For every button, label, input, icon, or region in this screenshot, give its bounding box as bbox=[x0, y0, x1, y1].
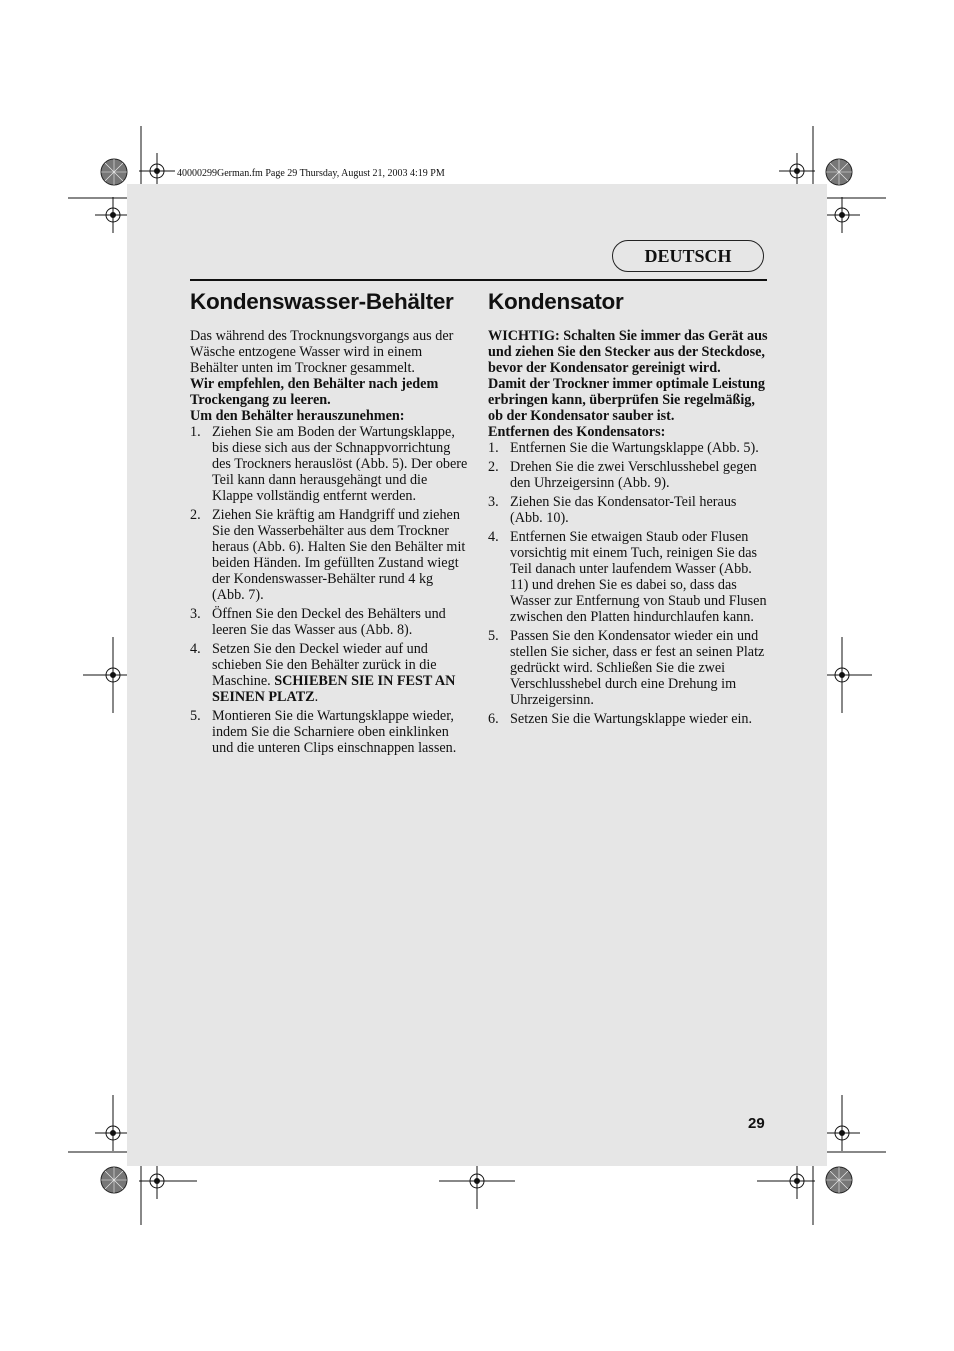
list-item: 1. Entfernen Sie die Wartungsklappe (Abb. 5). bbox=[488, 440, 759, 456]
list-item: 4. Setzen Sie den Deckel wieder auf und schieben Sie den Behälter zurück in die Maschine. SCHIEBEN SIE IN FEST AN SEINEN PLATZ. bbox=[190, 641, 456, 705]
file-info: 40000299German.fm Page 29 Thursday, August 21, 2003 4:19 PM bbox=[177, 168, 445, 179]
advice-text: Damit der Trockner immer optimale Leistung erbringen kann, überprüfen Sie regelmäßig, ob der Kondensator sauber ist. bbox=[488, 376, 766, 424]
intro-text: Das während des Trocknungsvorgangs aus der Wäsche entzogene Wasser wird in einem Behälter unten im Trockner gesammelt. bbox=[190, 328, 454, 376]
recommendation-text: Wir empfehlen, den Behälter nach jedem Trockengang zu leeren. bbox=[190, 376, 439, 408]
list-item: 2. Drehen Sie die zwei Verschlusshebel gegen den Uhrzeigersinn (Abb. 9). bbox=[488, 459, 757, 491]
subheading: Entfernen des Kondensators: bbox=[488, 424, 666, 440]
section-title: Kondensator bbox=[488, 289, 624, 314]
header-rule bbox=[190, 279, 767, 281]
list-item: 4. Entfernen Sie etwaigen Staub oder Flusen vorsichtig mit einem Tuch, reinigen Sie das Teil danach unter laufendem Wasser (Abb. 11) und drehen Sie es dabei so, dass das Wasser zur Entfernung von Staub und Flusen zwischen den Platten hindurchlaufen kann. bbox=[488, 529, 767, 625]
language-badge: DEUTSCH bbox=[612, 240, 764, 272]
page-number: 29 bbox=[748, 1115, 765, 1132]
warning-text: WICHTIG: Schalten Sie immer das Gerät aus und ziehen Sie den Stecker aus der Steckdose, bevor der Kondensator gereinigt wird. bbox=[488, 328, 768, 376]
steps-list bbox=[190, 424, 468, 756]
steps-list bbox=[488, 440, 768, 727]
list-item: 1. Ziehen Sie am Boden der Wartungsklappe, bis diese sich aus der Schnappvorrichtung des Trockners herauslöst (Abb. 5). Der obere Teil kann dann herausgehängt und die Klappe vollständig entfernt werden. bbox=[190, 424, 468, 504]
section-title: Kondenswasser-Behälter bbox=[190, 289, 454, 314]
list-item: 5. Montieren Sie die Wartungsklappe wieder, indem Sie die Scharniere oben einklinken und die unteren Clips einschnappen lassen. bbox=[190, 708, 457, 756]
list-item: 3. Ziehen Sie das Kondensator-Teil heraus (Abb. 10). bbox=[488, 494, 737, 526]
list-item: 5. Passen Sie den Kondensator wieder ein und stellen Sie sicher, dass er fest an seinen Platz gedrückt wird. Schließen Sie die zwei Verschlusshebel durch eine Drehung im Uhrzeigersinn. bbox=[488, 628, 765, 708]
list-item: 6. Setzen Sie die Wartungsklappe wieder ein. bbox=[488, 711, 753, 727]
column-condensate-container bbox=[190, 288, 468, 759]
subheading: Um den Behälter herauszunehmen: bbox=[190, 408, 405, 424]
list-item: 2. Ziehen Sie kräftig am Handgriff und ziehen Sie den Wasserbehälter aus dem Trockner heraus (Abb. 6). Halten Sie den Behälter mit beiden Händen. Im gefüllten Zustand wiegt der Kondenswasser-Behälter rund 4 kg (Abb. 7). bbox=[190, 507, 466, 603]
column-condenser bbox=[488, 288, 768, 730]
list-item: 3. Öffnen Sie den Deckel des Behälters und leeren Sie das Wasser aus (Abb. 8). bbox=[190, 606, 446, 638]
